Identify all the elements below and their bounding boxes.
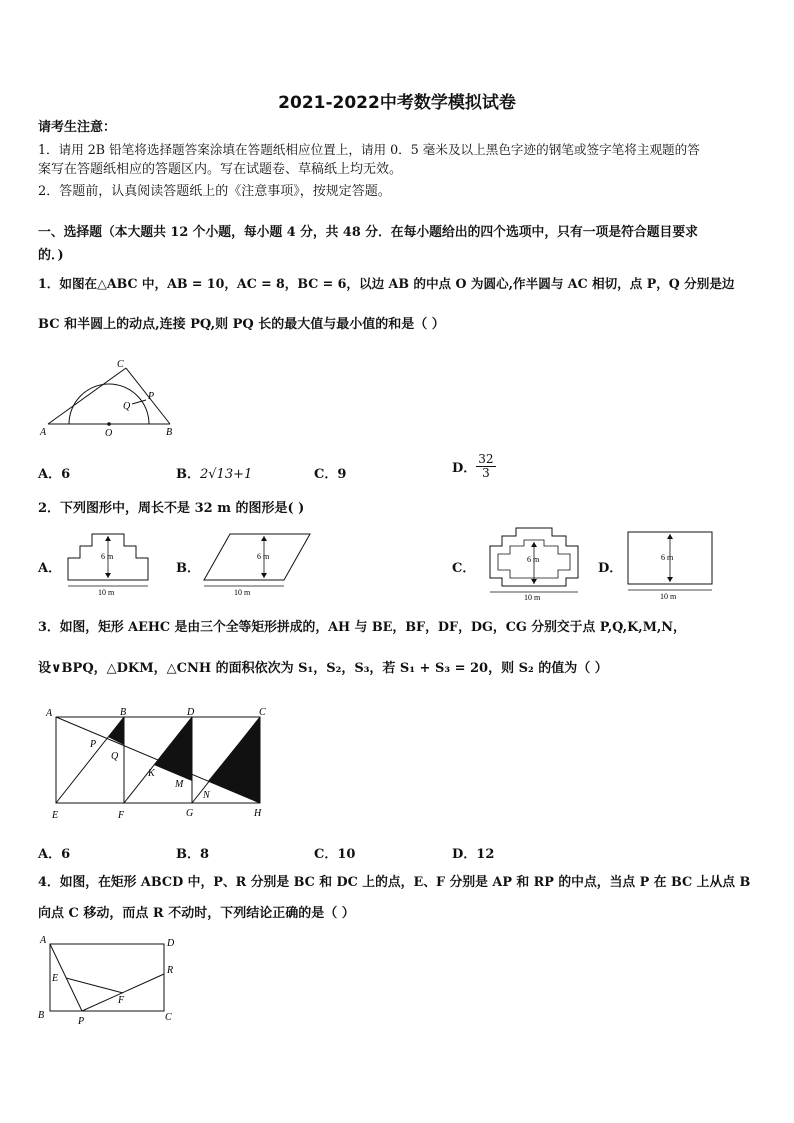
q2-option-c[interactable]: C．	[452, 561, 476, 576]
q2-c-width-label: 10 m	[524, 593, 541, 602]
q2-a-height-label: 6 m	[101, 552, 114, 561]
q1-stem-line-2: BC 和半圆上的动点,连接 PQ,则 PQ 长的最大值与最小值的和是（ ）	[38, 317, 445, 332]
q3-stem-line-1: 3．如图，矩形 AEHC 是由三个全等矩形拼成的，AH 与 BE，BF，DF，DG，CG 分别交于点 P,Q,K,M,N，	[38, 620, 686, 635]
q4-stem-line-2: 向点 C 移动，而点 R 不动时，下列结论正确的是（ ）	[38, 906, 355, 921]
q3-label-e: E	[52, 810, 59, 821]
notice-line-1b: 案写在答题纸相应的答题区内。写在试题卷、草稿纸上均无效。	[38, 162, 403, 177]
section-heading-line-1: 一、选择题（本大题共 12 个小题，每小题 4 分，共 48 分．在每小题给出的四个选项中，只有一项是符合题目要求	[38, 225, 698, 240]
notice-line-2: 2．答题前，认真阅读答题纸上的《注意事项》，按规定答题。	[38, 184, 391, 199]
q4-label-c: C	[165, 1012, 172, 1023]
notice-line-1a: 1．请用 2B 铅笔将选择题答案涂填在答题纸相应位置上，请用 0．5 毫米及以上黑色字迹的钢笔或签字笔将主观题的答	[38, 142, 700, 157]
q1-option-d-denominator: 3	[482, 466, 490, 480]
q2-b-width-label: 10 m	[234, 588, 251, 597]
q3-label-q: Q	[111, 751, 119, 762]
q4-label-b: B	[38, 1010, 45, 1021]
q4-label-p: P	[78, 1016, 85, 1027]
q3-label-p: P	[90, 739, 97, 750]
q2-figure-a	[64, 528, 156, 600]
q1-option-b-prefix: B．	[176, 467, 200, 482]
section-heading-line-2: 的．)	[38, 248, 64, 263]
q3-label-a: A	[46, 708, 53, 719]
q3-label-d: D	[187, 707, 195, 718]
q2-c-height-label: 6 m	[527, 555, 540, 564]
q3-label-f: F	[118, 810, 125, 821]
q2-a-width-label: 10 m	[98, 588, 115, 597]
q3-rectangle-figure	[38, 703, 278, 823]
q1-label-b: B	[166, 427, 173, 438]
q1-option-d[interactable]	[452, 453, 496, 480]
q4-stem-line-1: 4．如图，在矩形 ABCD 中，P、R 分别是 BC 和 DC 上的点，E、F 分别是 AP 和 RP 的中点，当点 P 在 BC 上从点 B	[38, 875, 751, 890]
q3-label-g: G	[186, 808, 194, 819]
notice-heading: 请考生注意：	[38, 120, 117, 135]
q2-option-d[interactable]: D．	[598, 561, 623, 576]
q3-option-b[interactable]: B．8	[176, 847, 210, 862]
q1-option-d-prefix: D．	[452, 461, 477, 476]
q3-option-c[interactable]: C．10	[314, 847, 356, 862]
q3-option-d[interactable]: D．12	[452, 847, 495, 862]
q1-label-p: P	[148, 391, 155, 402]
q3-label-c: C	[259, 707, 266, 718]
q3-label-h: H	[254, 808, 262, 819]
q2-figure-b	[200, 528, 315, 600]
q4-label-d: D	[167, 938, 175, 949]
q2-figure-d	[624, 526, 716, 602]
q4-label-r: R	[167, 965, 174, 976]
q4-label-e: E	[52, 973, 59, 984]
q1-option-d-numerator: 32	[478, 452, 494, 466]
q3-stem-line-2: 设∨BPQ，△DKM，△CNH 的面积依次为 S₁，S₂，S₃，若 S₁ + S₃ = 20，则 S₂ 的值为（ ）	[38, 661, 608, 676]
q3-option-a[interactable]: A．6	[38, 847, 71, 862]
q2-b-height-label: 6 m	[257, 552, 270, 561]
q2-option-b[interactable]: B．	[176, 561, 200, 576]
q1-label-a: A	[40, 427, 47, 438]
q1-option-a[interactable]: A．6	[38, 467, 71, 482]
q2-d-height-label: 6 m	[661, 553, 674, 562]
q4-rectangle-figure	[38, 932, 188, 1027]
q4-label-a: A	[40, 935, 47, 946]
q1-label-q: Q	[123, 401, 131, 412]
q3-label-k: K	[148, 768, 155, 779]
q1-label-c: C	[117, 359, 124, 370]
q1-stem-line-1: 1．如图在△ABC 中，AB = 10，AC = 8，BC = 6，以边 AB 的中点 O 为圆心,作半圆与 AC 相切，点 P，Q 分别是边	[38, 276, 735, 291]
q1-option-b-value: 2√13+1	[200, 467, 253, 482]
q2-option-a[interactable]: A．	[38, 561, 62, 576]
q3-label-b: B	[120, 707, 127, 718]
q1-option-b[interactable]	[176, 463, 252, 482]
q2-figure-c	[484, 522, 584, 602]
q4-label-f: F	[118, 995, 125, 1006]
q1-triangle-figure	[38, 356, 183, 438]
q2-stem: 2．下列图形中，周长不是 32 m 的图形是( )	[38, 501, 305, 516]
q3-label-n: N	[203, 790, 210, 801]
q2-d-width-label: 10 m	[660, 592, 677, 601]
q1-label-o: O	[105, 428, 113, 438]
q3-label-m: M	[175, 779, 184, 790]
q1-option-d-fraction	[476, 453, 495, 480]
q1-option-c[interactable]: C．9	[314, 467, 347, 482]
page-title: 2021-2022中考数学模拟试卷	[278, 93, 516, 113]
